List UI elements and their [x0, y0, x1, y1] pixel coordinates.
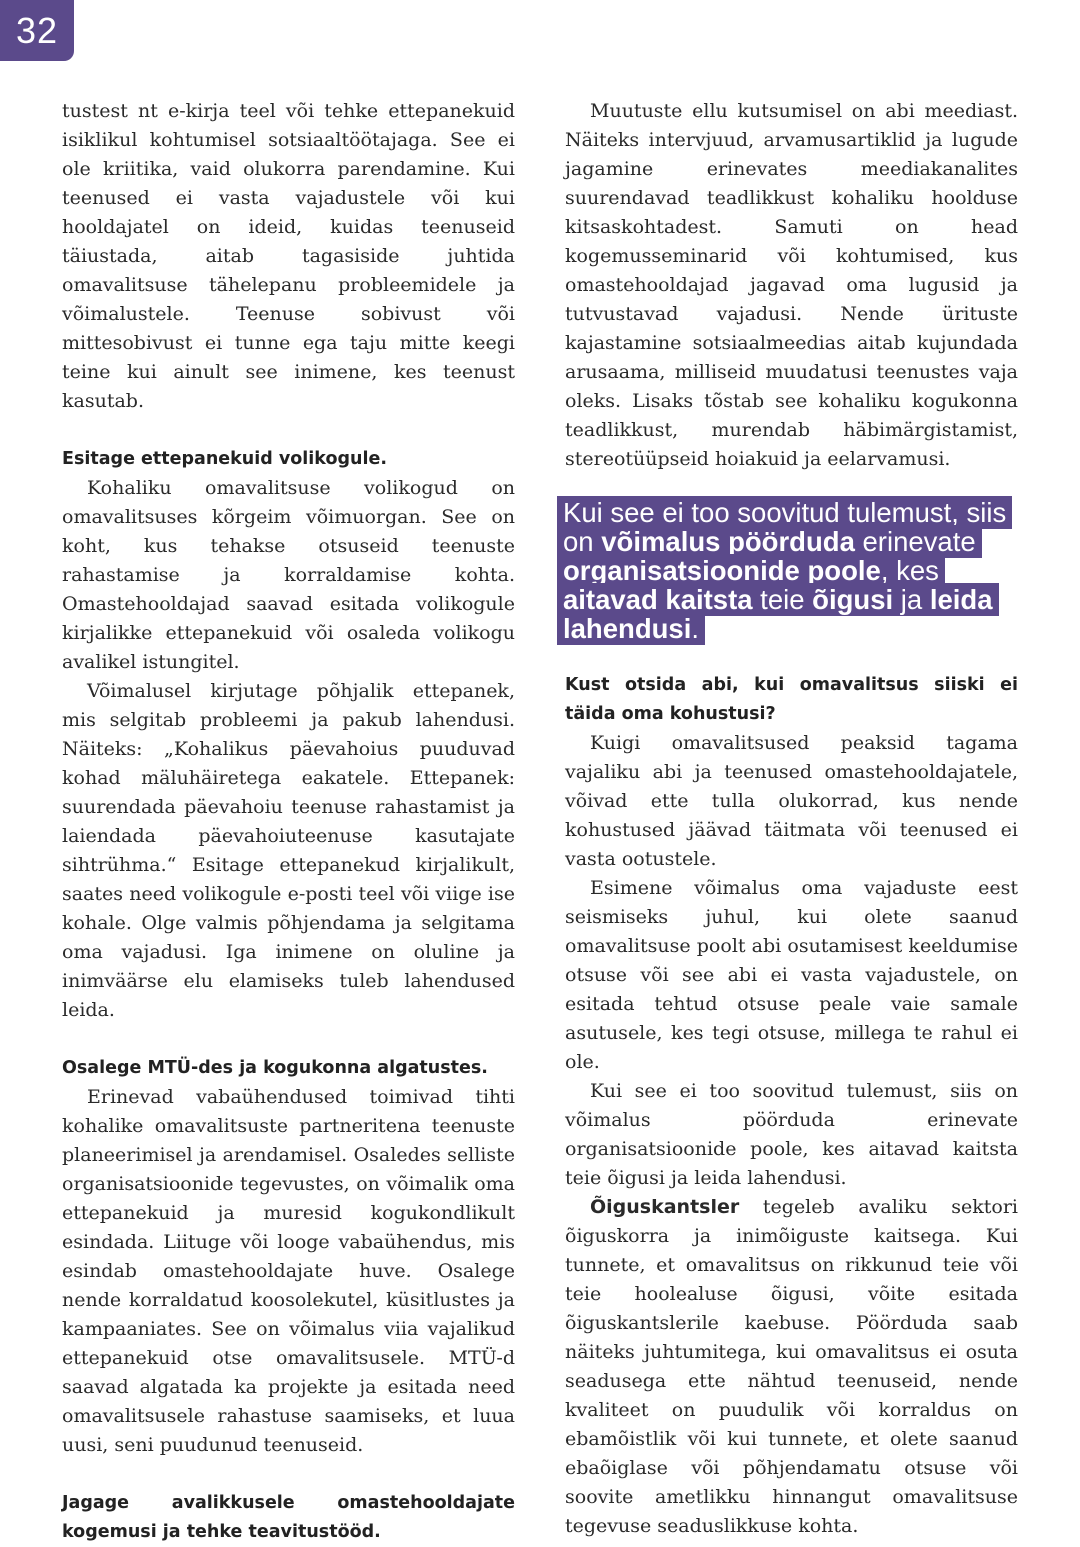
page-number: 32 — [0, 0, 74, 61]
left-column — [62, 97, 515, 1547]
paragraph: tustest nt e-kirja teel või tehke ettepanekuid isiklikul kohtumisel sotsiaaltöötajaga. See ei ole kriitika, vaid olukorra parendamine. Kui teenused ei vasta vajadustele või kui hooldajatel on ideid, kuidas teenuseid täiustada, aitab tagasiside juhtida omavalitsuse tähelepanu probleemidele ja võimalustele. Teenuse sobivust või mittesobivust ei tunne ega taju mitte keegi teine kui ainult see inimene, kes teenust kasutab. — [62, 100, 515, 412]
pull-quote: Kui see ei too soovitud tulemust, siis on võimalus pöörduda erinevate organisatsioonide poole, kes aitavad kaitsta teie õigusi ja leida lahendusi. — [557, 498, 1018, 643]
section-heading: Kust otsida abi, kui omavalitsus siiski ei täida oma kohustusi? — [565, 675, 1018, 724]
paragraph: Kohaliku omavalitsuse volikogud on omavalitsuses kõrgeim võimuorgan. See on koht, kus tehakse otsuseid teenuste rahastamise ja korraldamise kohta. Omastehooldajad saavad esitada volikogule kirjalikke ettepanekuid või osaleda volikogu avalikel istungitel. — [62, 477, 515, 673]
paragraph: Esimene võimalus oma vajaduste eest seismiseks juhul, kui olete saanud omavalitsuse poolt abi osutamisest keeldumise otsuse või see abi ei vasta vajadustele, on esitada tehtud otsuse peale vaie samale asutusele, kes tegi otsuse, millega te rahul ei ole. — [565, 877, 1018, 1073]
section-heading: Jagage avalikkusele omastehooldajate kogemusi ja tehke teavitustööd. — [62, 1493, 515, 1542]
section-heading: Esitage ettepanekuid volikogule. — [62, 449, 387, 469]
paragraph: Võimalusel kirjutage põhjalik ettepanek, mis selgitab probleemi ja pakub lahendusi. Näiteks: „Kohalikus päevahoius puuduvad kohad mäluhäiretega eakatele. Ettepanek: suurendada päevahoiu teenuse rahastamist ja laiendada päevahoiuteenuse kasutajate sihtrühma.“ Esitage ettepanekud kirjalikult, saates need volikogule e-posti teel või viige ise kohale. Olge valmis põhjendama ja selgitama oma vajadusi. Iga inimene on oluline ja inimväärse elu elamiseks tuleb lahendused leida. — [62, 680, 515, 1021]
section-heading: Osalege MTÜ-des ja kogukonna algatustes. — [62, 1058, 488, 1078]
paragraph: Õiguskantsler tegeleb avaliku sektori õiguskorra ja inimõiguste kaitsega. Kui tunnete, et omavalitsus on rikkunud teie või teie hoolealuse õigusi, võite esitada õiguskantslerile kaebuse. Pöörduda saab näiteks juhtumitega, kui omavalitsus ei osuta seadusega ette nähtud teenuseid, nende kvaliteet on puudulik või korraldus on ebamõistlik või kui tunnete, et olete saanud ebaõiglase või põhjendamatu otsuse või soovite ametlikku hinnangut omavalitsuse tegevuse seaduslikkuse kohta. — [565, 1196, 1018, 1537]
paragraph: Erinevad vabaühendused toimivad tihti kohalike omavalitsuste partneritena teenuste planeerimisel ja arendamisel. Osaledes selliste organisatsioonide tegevustes, on võimalik oma ettepanekuid ja muresid kogukondlikult esindada. Liituge või looge vabaühendus, mis esindab omastehooldajate huve. Osalege nende korraldatud koosolekutel, küsitlustes ja kampaaniates. See on võimalus viia vajalikud ettepanekuid otse omavalitsusele. MTÜ-d saavad algatada ka projekte ja esitada need omavalitsusele rahastuse saamiseks, et luua uusi, seni puudunud teenuseid. — [62, 1086, 515, 1456]
term-oiguskantsler: Õiguskantsler — [590, 1196, 740, 1218]
right-column — [565, 97, 1018, 1541]
paragraph: Kuigi omavalitsused peaksid tagama vajaliku abi ja teenused omastehooldajatele, võivad ette tulla olukorrad, kus nende kohustused jäävad täitmata või teenused ei vasta ootustele. — [565, 732, 1018, 870]
paragraph: Kui see ei too soovitud tulemust, siis on võimalus pöörduda erinevate organisatsioonide poole, kes aitavad kaitsta teie õigusi ja leida lahendusi. — [565, 1080, 1018, 1189]
paragraph: Muutuste ellu kutsumisel on abi meediast. Näiteks intervjuud, arvamusartiklid ja lugude jagamine erinevates meediakanalites suurendavad teadlikkust kohaliku hoolduse kitsaskohtadest. Samuti on head kogemusseminarid või kohtumised, kus omastehooldajad jagavad oma lugusid ja tutvustavad vajadusi. Nende ürituste kajastamine sotsiaalmeedias aitab kujundada arusaama, milliseid muudatusi teenustes vaja oleks. Lisaks tõstab see kohaliku kogukonna teadlikkust, murendab häbimärgistamist, stereotüüpseid hoiakuid ja eelarvamusi. — [565, 100, 1018, 470]
